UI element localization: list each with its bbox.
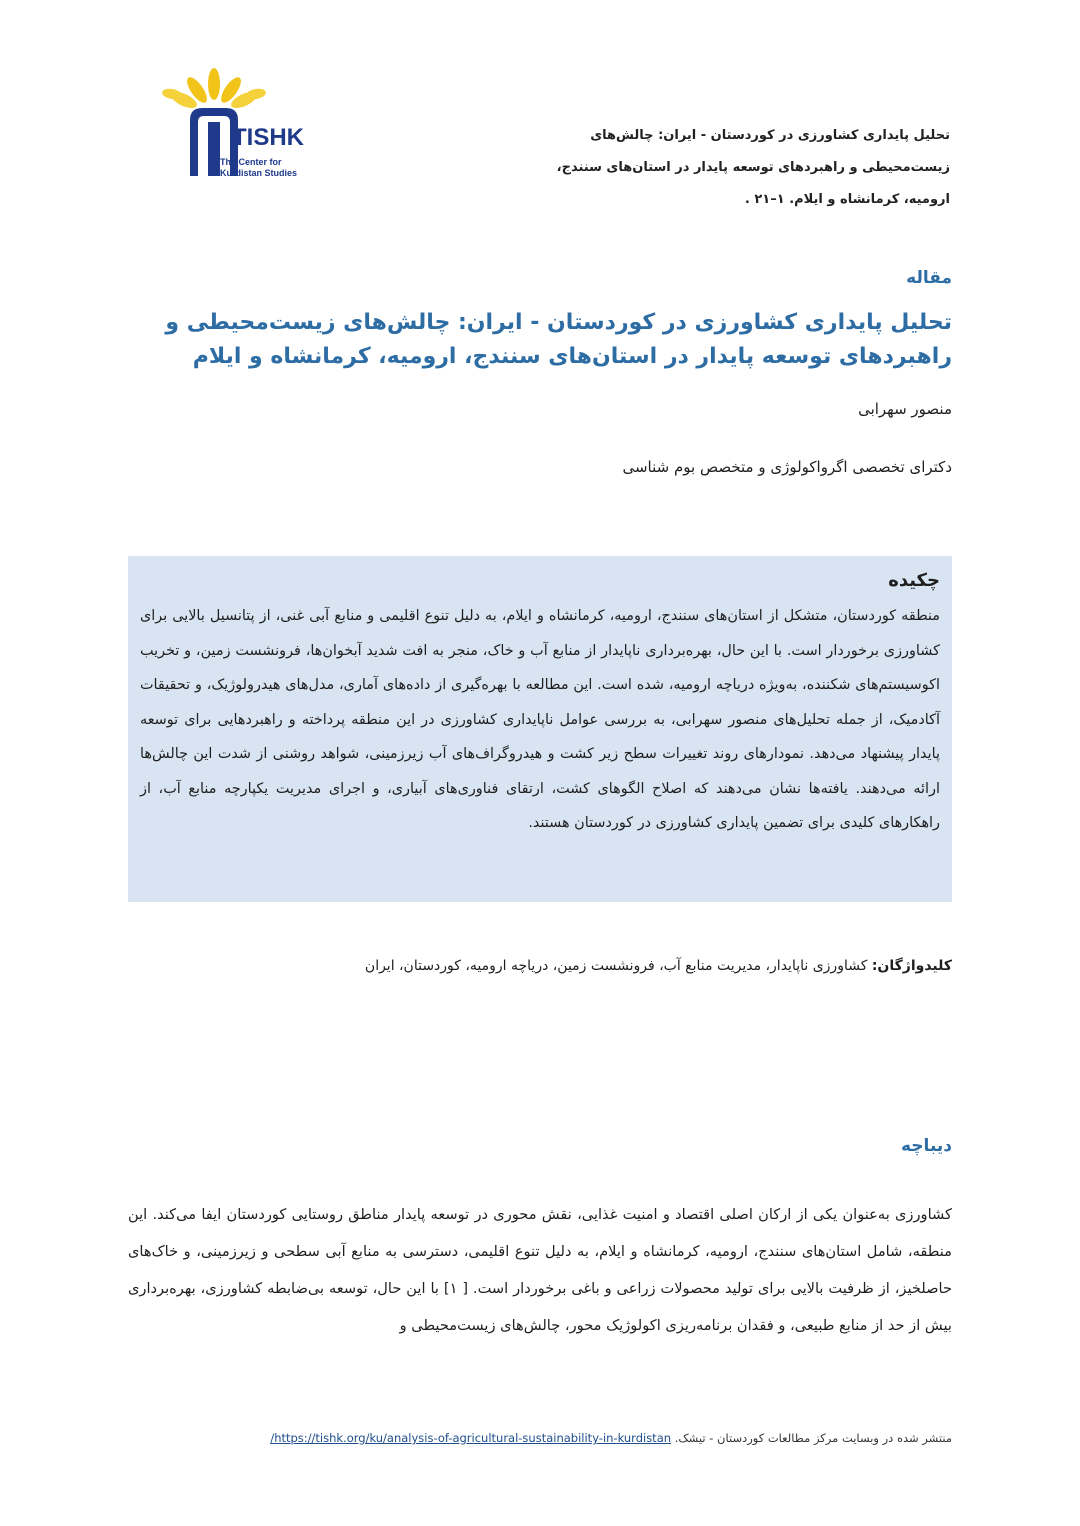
abstract-heading: چکیده (888, 570, 940, 591)
tishk-logo (150, 64, 330, 184)
logo-subtitle-1: The Center for (220, 157, 282, 167)
keywords-label: کلیدواژگان: (871, 958, 952, 974)
footer-text: منتشر شده در وبسایت مرکز مطالعات کوردستان - تیشک. (674, 1431, 952, 1445)
intro-text: کشاورزی به‌عنوان یکی از ارکان اصلی اقتصاد و امنیت غذایی، نقش محوری در توسعه پایدار مناطق روستایی کوردستان ایفا می‌کند. این منطقه، شامل استان‌های سنندج، ارومیه، کرمانشاه و ایلام، به دلیل تنوع اقلیمی، دسترسی به منابع آبی سطحی و زیرزمینی، و خاک‌های حاصلخیز، از ظرفیت بالایی برای تولید محصولات زراعی و باغی برخوردار است. [ ۱] با این حال، توسعه بی‌ضابطه کشاورزی، بهره‌برداری بیش از حد از منابع طبیعی، و فقدان برنامه‌ریزی اکولوژیک محور، چالش‌های زیست‌محیطی و (128, 1206, 952, 1334)
logo-name: TISHK (232, 124, 304, 151)
abstract-text: منطقه کوردستان، متشکل از استان‌های سنندج، ارومیه، کرمانشاه و ایلام، به دلیل تنوع اقلیمی و منابع آبی غنی، از پتانسیل بالایی برای کشاورزی برخوردار است. با این حال، بهره‌برداری ناپایدار از منابع آب و خاک، منجر به افت شدید آبخوان‌ها، فرونشست زمین، و تخریب اکوسیستم‌های شکننده، به‌ویژه دریاچه ارومیه، شده است. این مطالعه با بهره‌گیری از داده‌های آماری، مدل‌های هیدرولوژیک، و تحقیقات آکادمیک، از جمله تحلیل‌های منصور سهرابی، به بررسی عوامل ناپایداری کشاورزی در این منطقه پرداخته و راهبردهایی برای توسعه پایدار پیشنهاد می‌دهد. نمودارهای روند تغییرات سطح زیر کشت و هیدروگراف‌های آب زیرزمینی، شواهد روشنی از شدت این چالش‌ها ارائه می‌دهند. یافته‌ها نشان می‌دهند که اصلاح الگوهای کشت، ارتقای فناوری‌های آبیاری، و اجرای مدیریت یکپارچه منابع آب، از راهکارهای کلیدی برای تضمین پایداری کشاورزی در کوردستان هستند. (140, 608, 940, 831)
section-label: مقاله (906, 268, 952, 288)
footer-link[interactable]: https://tishk.org/ku/analysis-of-agricultural-sustainability-in-kurdistan/ (270, 1431, 672, 1445)
header-citation: تحلیل پایداری کشاورزی در کوردستان - ایران: چالش‌های زیست‌محیطی و راهبردهای توسعه پایدار در استان‌های سنندج، ارومیه، کرمانشاه و ایلام. ۱–۲۱ . (556, 128, 950, 207)
article-title: تحلیل پایداری کشاورزی در کوردستان - ایران: چالش‌های زیست‌محیطی و راهبردهای توسعه پایدار در استان‌های سنندج، ارومیه، کرمانشاه و ایلام (165, 310, 952, 369)
footer (260, 1428, 952, 1448)
logo-subtitle-2: Kurdistan Studies (220, 168, 298, 178)
intro-heading: دیباچه (901, 1136, 952, 1156)
keywords (128, 953, 952, 979)
author-name: منصور سهرابی (858, 400, 952, 418)
keywords-text: کشاورزی ناپایدار، مدیریت منابع آب، فرونشست زمین، دریاچه ارومیه، کوردستان، ایران (364, 958, 868, 974)
abstract-box (128, 556, 952, 902)
author-affiliation: دکترای تخصصی اگرواکولوژی و متخصص بوم شناسی (622, 458, 952, 476)
